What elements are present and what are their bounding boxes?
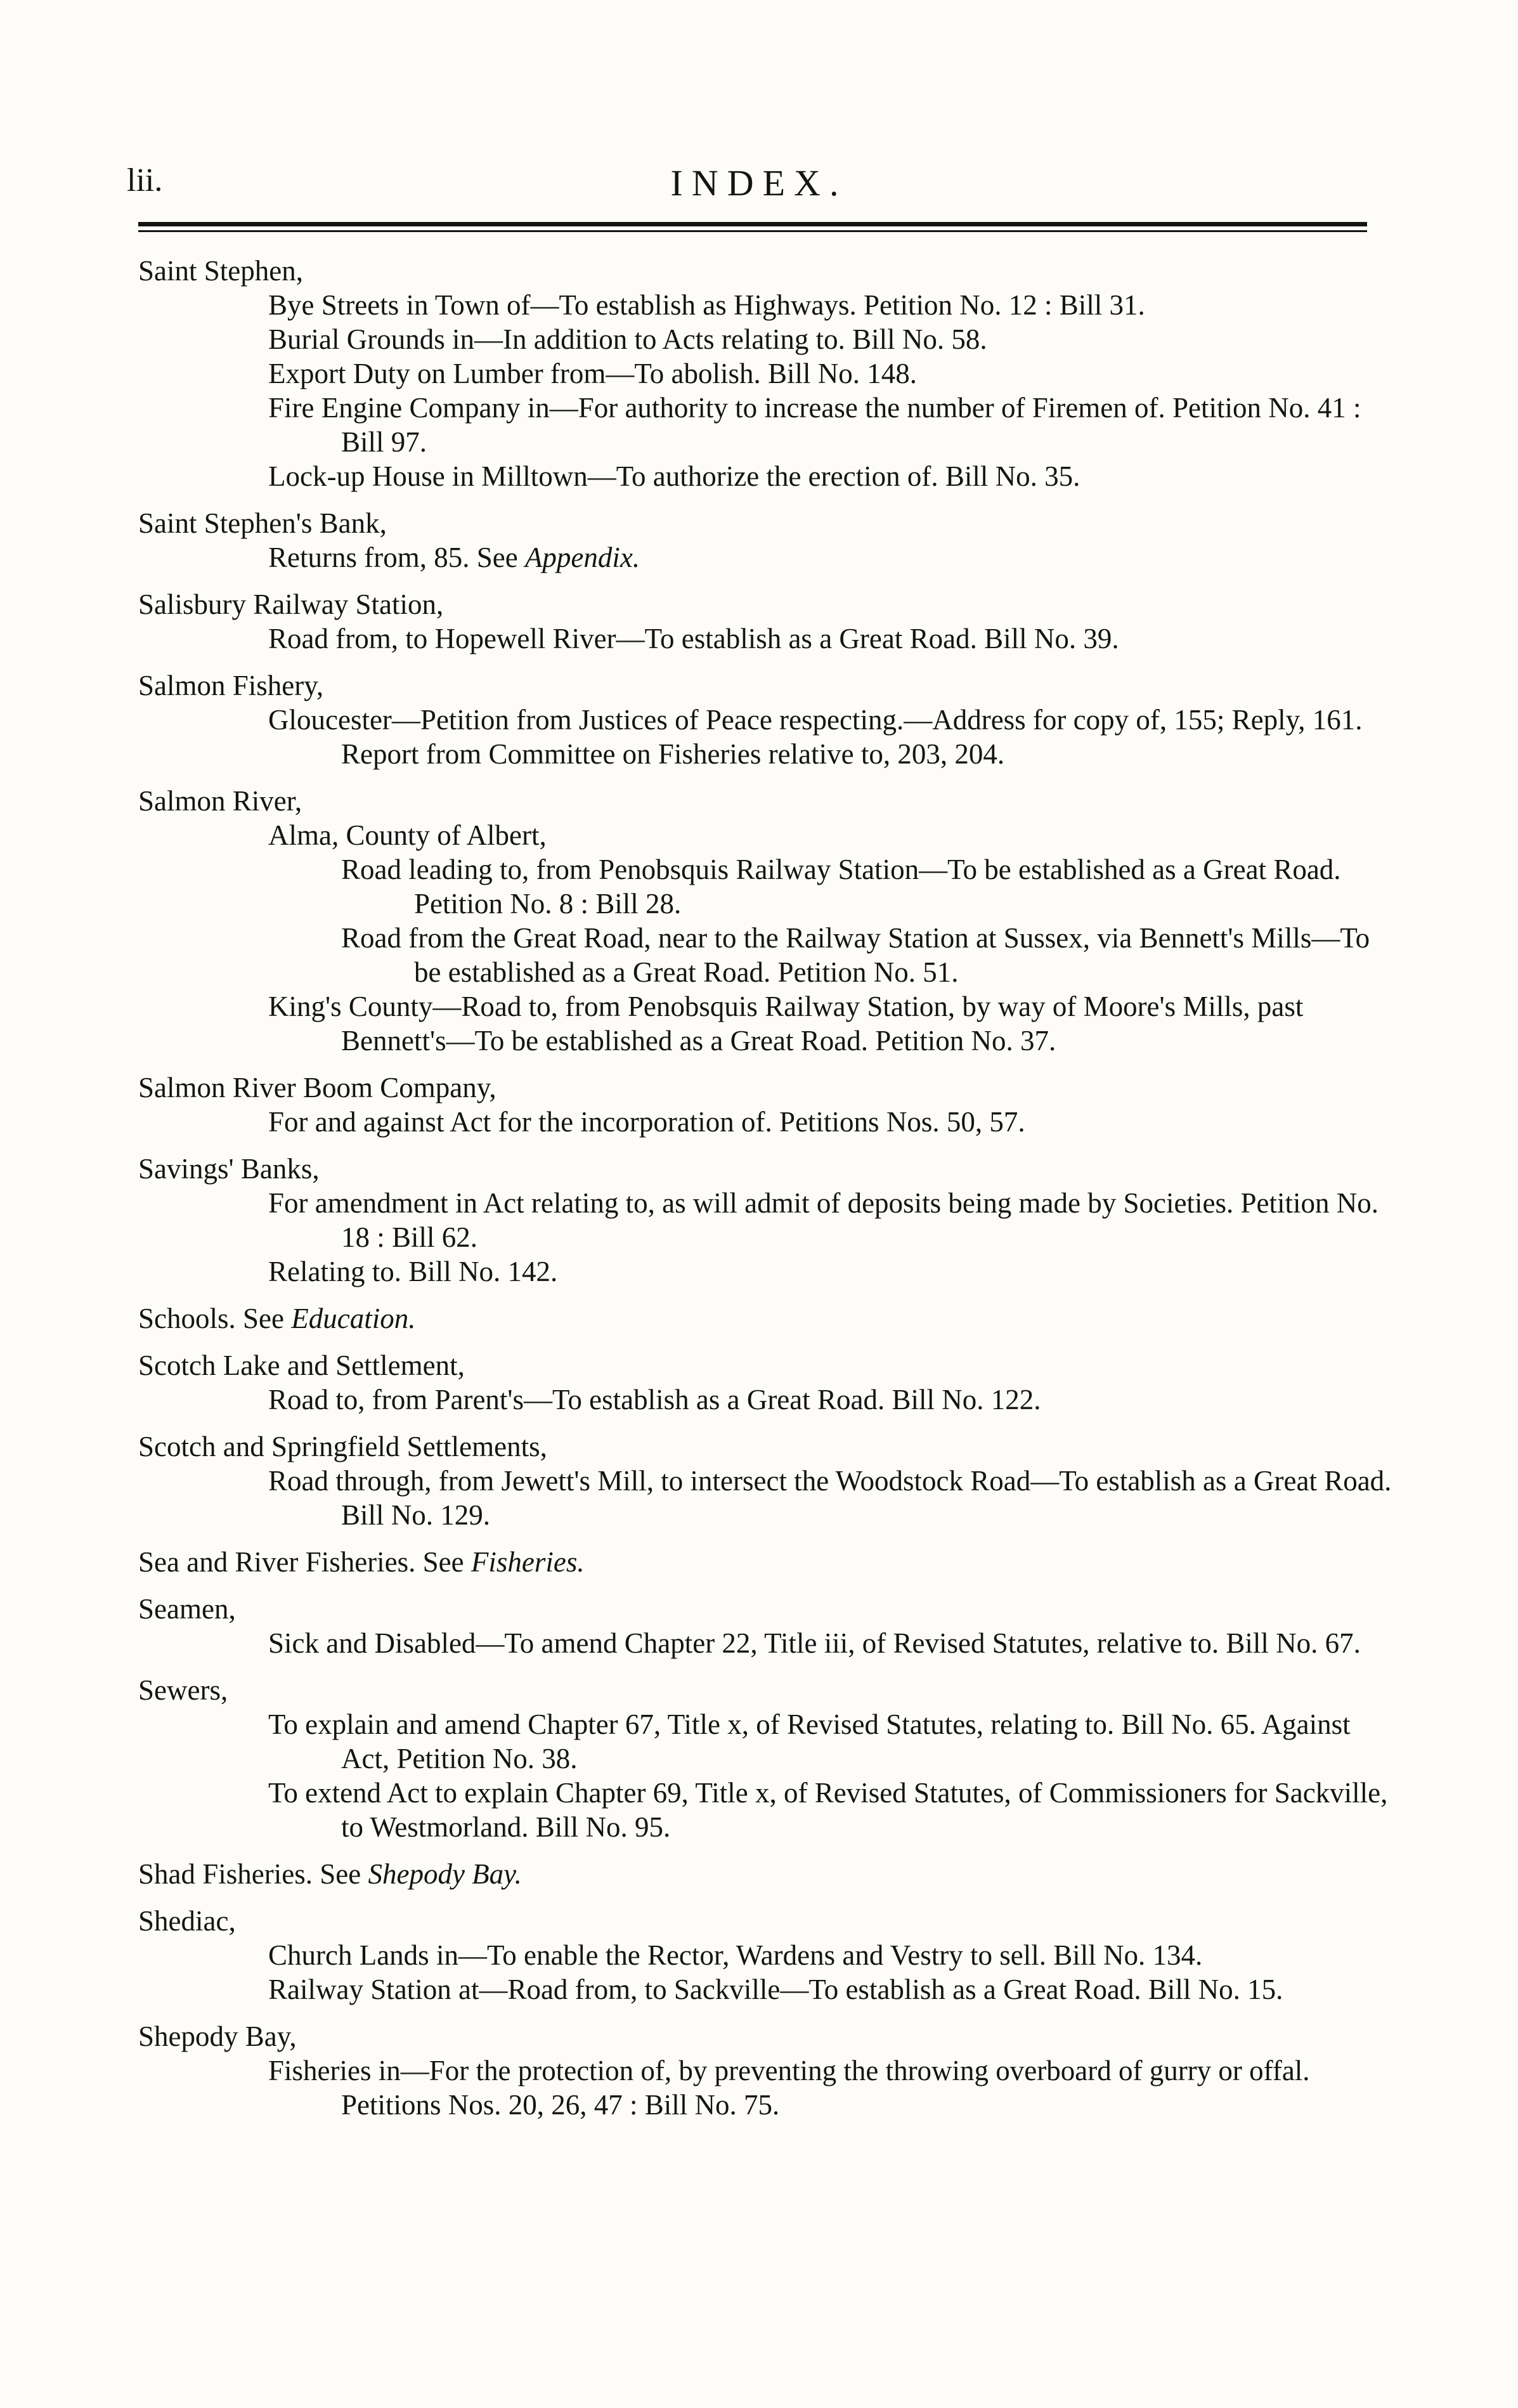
index-entry bbox=[138, 1152, 1394, 1289]
entry-heading-text: Sea and River Fisheries. See bbox=[138, 1546, 471, 1578]
entry-item: Export Duty on Lumber from—To abolish. Bill No. 148. bbox=[268, 358, 918, 389]
entry-item: Relating to. Bill No. 142. bbox=[268, 1256, 558, 1287]
entry-item: For and against Act for the incorporation of. Petitions Nos. 50, 57. bbox=[268, 1106, 1025, 1138]
entry-heading bbox=[138, 1857, 1394, 1891]
index-entry bbox=[138, 1301, 1394, 1336]
entry-item-text: Returns from, 85. See bbox=[268, 542, 525, 573]
header-rule-thick bbox=[138, 222, 1367, 226]
page-title: INDEX. bbox=[670, 162, 848, 204]
index-entry bbox=[138, 2019, 1394, 2122]
entry-heading-text: Shad Fisheries. See bbox=[138, 1858, 368, 1890]
entry-item bbox=[138, 540, 1394, 575]
entry-item: Fisheries in—For the protection of, by preventing the throwing overboard of gurry or offal. Petitions Nos. 20, 26, 47 : Bill No. 75. bbox=[268, 2055, 1310, 2121]
index-entry bbox=[138, 1071, 1394, 1139]
entry-item: King's County—Road to, from Penobsquis Railway Station, by way of Moore's Mills, past Bennett's—To be established as a Great Road. Petition No. 37. bbox=[268, 991, 1304, 1057]
entry-item: Burial Grounds in—In addition to Acts relating to. Bill No. 58. bbox=[268, 323, 987, 355]
entry-heading: Salmon Fishery, bbox=[138, 670, 324, 701]
entry-item: To explain and amend Chapter 67, Title x, of Revised Statutes, relating to. Bill No. 65. Against Act, Petition No. 38. bbox=[268, 1708, 1351, 1774]
entry-item: Road from, to Hopewell River—To establish as a Great Road. Bill No. 39. bbox=[268, 623, 1119, 654]
index-entry bbox=[138, 1348, 1394, 1417]
index-entry bbox=[138, 1429, 1394, 1532]
entry-heading: Scotch Lake and Settlement, bbox=[138, 1350, 465, 1381]
entry-heading bbox=[138, 1545, 1394, 1579]
entry-item: Bye Streets in Town of—To establish as Highways. Petition No. 12 : Bill 31. bbox=[268, 289, 1145, 321]
cross-reference: Education. bbox=[291, 1303, 416, 1334]
index-entry bbox=[138, 784, 1394, 1058]
entry-heading: Sewers, bbox=[138, 1674, 228, 1706]
entry-item: Road through, from Jewett's Mill, to intersect the Woodstock Road—To establish as a Great Road. Bill No. 129. bbox=[268, 1465, 1392, 1531]
entry-item: Lock-up House in Milltown—To authorize the erection of. Bill No. 35. bbox=[268, 460, 1080, 492]
entry-group-label: Alma, County of Albert, bbox=[268, 819, 547, 851]
index-entry bbox=[138, 1904, 1394, 2007]
entry-item: Church Lands in—To enable the Rector, Wardens and Vestry to sell. Bill No. 134. bbox=[268, 1939, 1203, 1971]
entry-heading: Scotch and Springfield Settlements, bbox=[138, 1431, 547, 1462]
index-list bbox=[138, 254, 1394, 2135]
index-entry bbox=[138, 1592, 1394, 1660]
index-entry bbox=[138, 1545, 1394, 1579]
index-entry bbox=[138, 254, 1394, 493]
entry-item: To extend Act to explain Chapter 69, Title x, of Revised Statutes, of Commissioners for Sackville, to Westmorland. Bill No. 95. bbox=[268, 1777, 1388, 1843]
entry-item: Sick and Disabled—To amend Chapter 22, Title iii, of Revised Statutes, relative to. Bill No. 67. bbox=[268, 1627, 1361, 1659]
index-entry bbox=[138, 1673, 1394, 1844]
entry-heading: Salmon River Boom Company, bbox=[138, 1072, 496, 1103]
entry-item: Railway Station at—Road from, to Sackville—To establish as a Great Road. Bill No. 15. bbox=[268, 1974, 1283, 2005]
page-number: lii. bbox=[127, 162, 163, 198]
entry-heading: Shepody Bay, bbox=[138, 2021, 297, 2052]
entry-heading: Savings' Banks, bbox=[138, 1153, 320, 1185]
entry-item: Road leading to, from Penobsquis Railway Station—To be established as a Great Road. Petition No. 8 : Bill 28. bbox=[341, 854, 1341, 920]
cross-reference: Fisheries. bbox=[470, 1546, 585, 1578]
entry-heading bbox=[138, 1301, 1394, 1336]
index-entry bbox=[138, 587, 1394, 656]
index-entry bbox=[138, 506, 1394, 575]
entry-item: Road from the Great Road, near to the Railway Station at Sussex, via Bennett's Mills—To be established as a Great Road. Petition No. 51. bbox=[341, 922, 1370, 988]
entry-item: For amendment in Act relating to, as will admit of deposits being made by Societies. Petition No. 18 : Bill 62. bbox=[268, 1187, 1379, 1253]
entry-heading-text: Schools. See bbox=[138, 1303, 292, 1334]
index-entry bbox=[138, 1857, 1394, 1891]
cross-reference: Shepody Bay. bbox=[368, 1858, 522, 1890]
entry-heading: Saint Stephen's Bank, bbox=[138, 507, 387, 539]
entry-item: Road to, from Parent's—To establish as a Great Road. Bill No. 122. bbox=[268, 1384, 1041, 1416]
entry-heading: Salisbury Railway Station, bbox=[138, 589, 444, 620]
entry-item: Fire Engine Company in—For authority to increase the number of Firemen of. Petition No. 41 : Bill 97. bbox=[268, 392, 1361, 458]
entry-heading: Shediac, bbox=[138, 1905, 236, 1937]
entry-heading: Seamen, bbox=[138, 1593, 236, 1625]
entry-item: Gloucester—Petition from Justices of Peace respecting.—Address for copy of, 155; Reply, 161. Report from Committee on Fisheries relative to, 203, 204. bbox=[268, 704, 1363, 770]
entry-heading: Salmon River, bbox=[138, 785, 302, 817]
cross-reference: Appendix. bbox=[524, 542, 640, 573]
entry-heading: Saint Stephen, bbox=[138, 255, 303, 287]
header-rule-thin bbox=[138, 230, 1367, 232]
index-entry bbox=[138, 668, 1394, 771]
